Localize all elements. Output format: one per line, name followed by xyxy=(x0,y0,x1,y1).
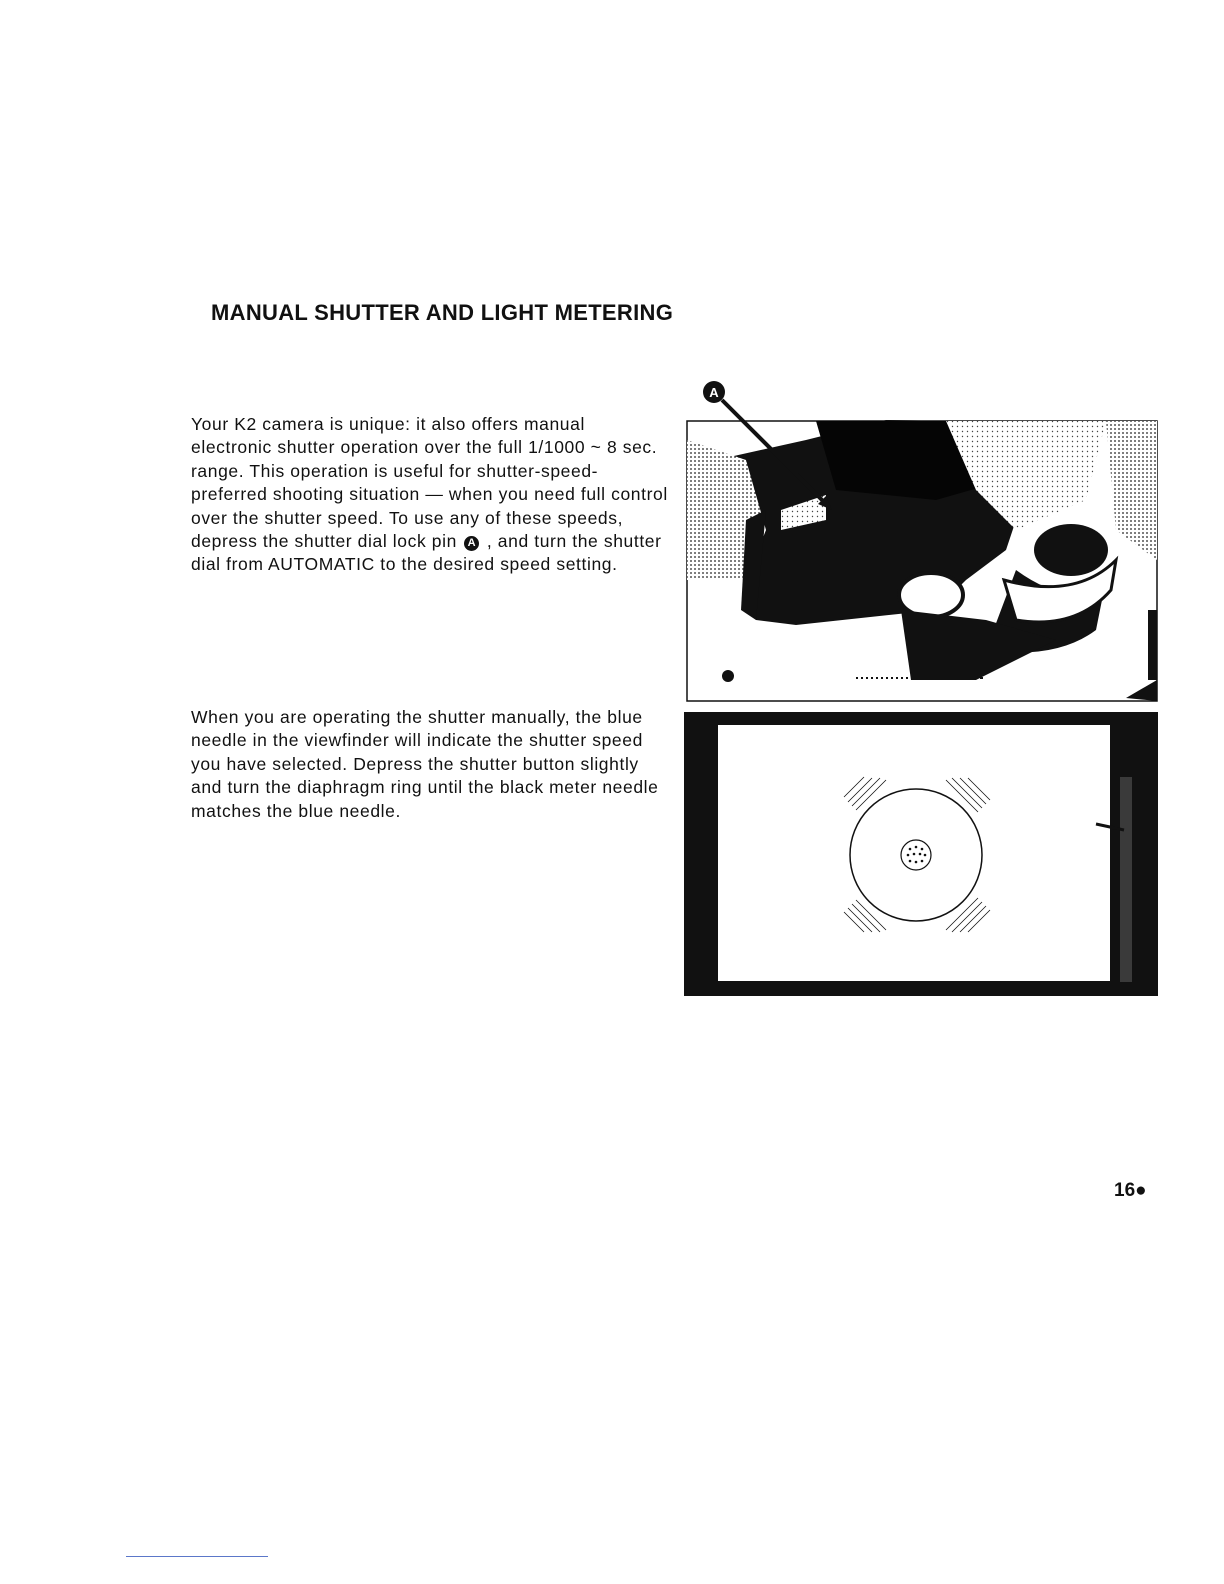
callout-label: A xyxy=(709,385,719,400)
viewfinder-photo xyxy=(684,712,1158,1001)
page-title: MANUAL SHUTTER AND LIGHT METERING xyxy=(211,300,674,325)
paragraph-text: Your K2 camera is unique: it also offers manual electronic shutter operation over the full 1/1000 ~ 8 sec. range. This operation is useful for shutter-speed-preferred shooting situation — when you need full control over the shutter speed. To use any of these speeds, depress the shutter dial lock pin xyxy=(191,414,668,552)
page-number: 16● xyxy=(1114,1180,1147,1201)
paragraph-viewfinder-needles: When you are operating the shutter manually, the blue needle in the viewfinder will indicate the shutter speed you have selected. Depress the shutter button slightly and turn the diaphragm ring until the black meter needle matches the blue needle. xyxy=(191,707,659,821)
paragraph-text-continued: , and turn the shutter dial from AUTOMATIC to the desired speed setting. xyxy=(191,531,662,575)
paragraph-shutter-operation xyxy=(191,413,671,577)
shutter-dial-photo xyxy=(686,380,1160,709)
footer-rule xyxy=(126,1556,268,1557)
lock-pin-marker-icon: A xyxy=(464,536,479,551)
